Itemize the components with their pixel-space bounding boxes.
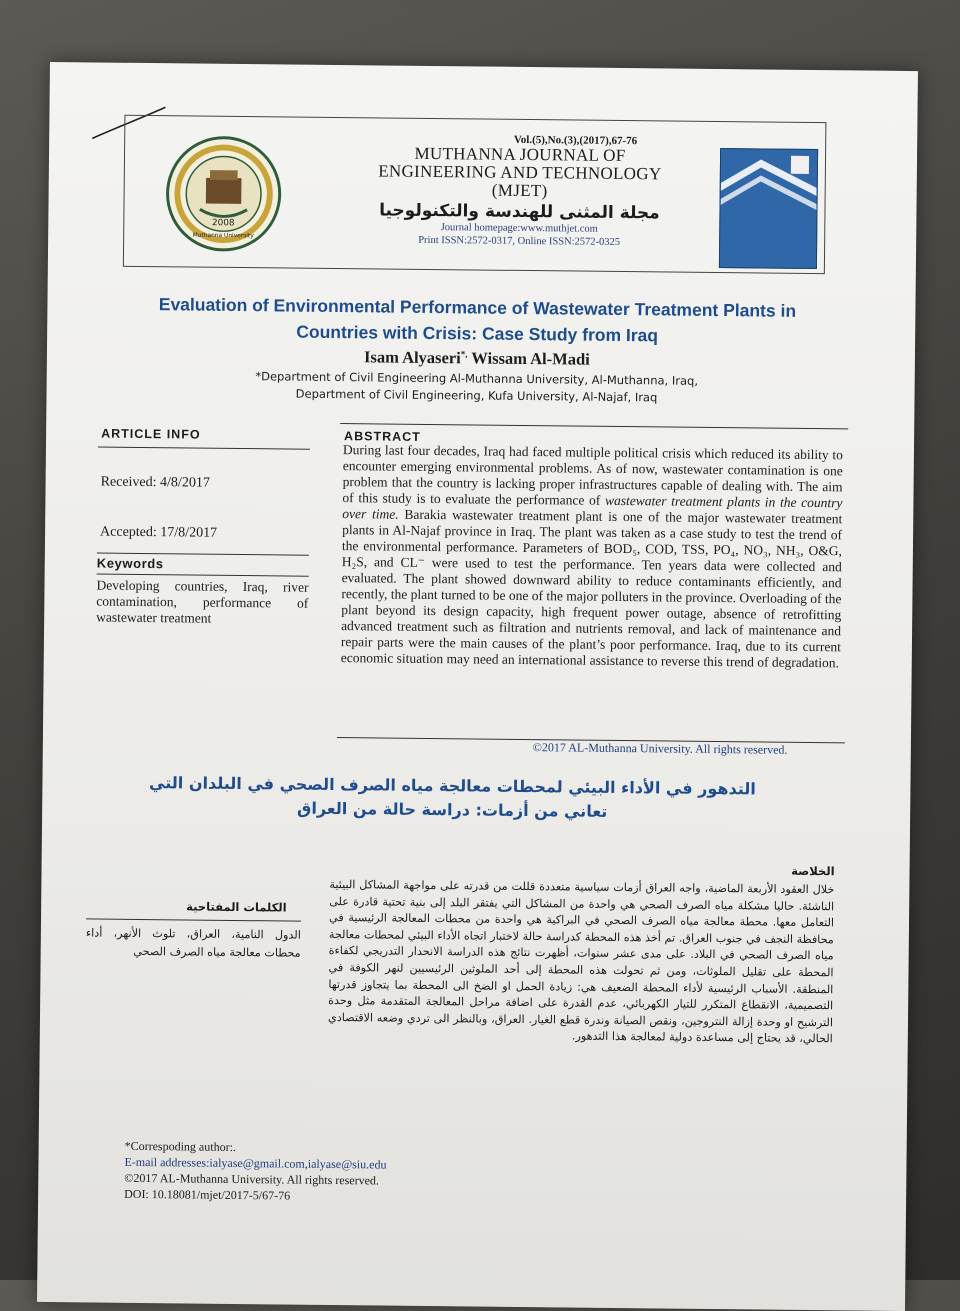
affiliation-1: *Department of Civil Engineering Al-Muthanna University, Al-Muthanna, Iraq, [255, 369, 699, 388]
arabic-abstract-text: خلال العقود الأربعة الماضية، واجه العراق أزمات سياسية متعددة قللت من قدرته على مواجهة المشاكل البيئية الناشئة. حاليا مشكلة مياه الصرف الصحي هي واحدة من المشاكل التي يفتقر البلد إلى بنية تحتية قادرة على التعامل معها. محطة معالجة مياه الصرف الصحي في البراكية هي واحدة من محطات المعالجة الرئيسية في محافظة النجف في جنوب العراق. تم أخذ هذه المحطة كدراسة حالة لاختبار اتجاه الأداء البيئي لمحطات معالجة مياه الصرف الصحي في البلاد. على مدى عشر سنوات، أظهرت نتائج هذه الدراسة الانحدار التدريجي لكفاءة المحطة على تقليل الملوثات، ومن ثم تحولت هذه المحطة إلى أحد الملوثين الرئيسيين لنهر الكوفة في المنطقة. الأسباب الرئيسية لأداء المحطة الضعيف هي: زيادة الحمل او الضخ الى المحطة بما يتجاوز قدرتها التصميمية، الانقطاع المتكرر للتيار الكهربائي، عدم القدرة على اضافة مراحل المعالجة المتقدمة مثل وحدة الترشيح او وحدة إزالة النتروجين، ونقص الصيانة وندرة قطع الغيار. العراق، وبالنظر الى تردي وضعه الاقتصادي الحالي، قد يحتاج إلى مساعدة دولية لمعالجة هذا التدهور. [327, 877, 835, 1046]
journal-volume: Vol.(5),No.(3),(2017),67-76 [513, 133, 638, 148]
abstract-italic: wastewater treatment plants in the country over time. [342, 492, 843, 522]
article-info-heading: ARTICLE INFO [101, 426, 201, 442]
logo-year: 2008 [212, 218, 235, 229]
journal-cover-thumbnail [719, 148, 818, 269]
journal-header [123, 115, 827, 274]
arabic-title: التدهور في الأداء البيئي لمحطات معالجة مياه الصرف الصحي في البلدان التي تعاني من أزمات: دراسة حالة من العراق [149, 773, 756, 821]
abstract-heading: ABSTRACT [344, 429, 421, 444]
arabic-keywords-heading: الكلمات المفتاحية [186, 899, 287, 915]
author-1: Isam Alyaseri [363, 347, 461, 368]
footer-notes [124, 1138, 387, 1205]
affiliation-2: Department of Civil Engineering, Kufa University, Al-Najaf, Iraq [295, 386, 658, 405]
author-1-mark: *, [460, 348, 468, 359]
journal-header-text [374, 132, 665, 249]
university-seal-logo [164, 134, 283, 253]
received-date: Received: 4/8/2017 [100, 474, 210, 491]
article-title-line1: Evaluation of Environmental Performance of Wastewater Treatment Plants in [158, 294, 797, 321]
journal-abbreviation: (MJET) [491, 180, 548, 201]
accepted-date: Accepted: 17/8/2017 [100, 524, 218, 541]
abstract-part1: During last four decades, Iraq had faced multiple political crisis which reduced its ability to encounter emerging environmental problems. As of now, wastewater contamination is one problem that the country is lacking proper infrastructures capable of dealing with. The aim of this study is to evaluate the performance of [342, 442, 844, 508]
logo-university-name: Muthanna University [192, 232, 254, 240]
arabic-abstract-heading: الخلاصة [791, 863, 835, 879]
divider-keywords-bottom [97, 574, 309, 577]
corresponding-author: *Correspoding author:. [124, 1138, 237, 1155]
journal-issn: Print ISSN:2572-0317, Online ISSN:2572-0325 [418, 234, 621, 248]
doi-text[interactable]: DOI: 10.18081/mjet/2017-5/67-76 [124, 1186, 291, 1203]
divider-arabic-keywords [86, 918, 301, 921]
keywords-text: Developing countries, Iraq, river contamination, performance of wastewater treatment [96, 577, 309, 626]
abstract-part2: Barakia wastewater treatment plant is one of the major wastewater treatment plants in Al-Najaf province in Iraq. The plant was taken as a case study to test the trend of the environmental performance. Parameters of BOD₅, COD, TSS, PO₄, NO₃, NH₃, O&G, H₂S, and CL⁻ were used to test the performance. Ten years data were collected and evaluated. The plant showed downward ability to reduce contaminants efficiently, and recently, the plant turned to be one of the major polluters in the province. Overloading of the plant beyond its design capacity, high frequent power outage, absence of retrofitting advanced treatment such as filtration and nutrients removal, and lack of maintenance and repair parts were the main causes of the plant’s poor performance. Iraq, due to its current economic situation may need an international assistance to reverse this trend of degradation. [340, 506, 843, 671]
paper-sheet [37, 62, 918, 1311]
arabic-keywords-text: الدول النامية، العراق، تلوث الأنهر، أداء محطات معالجة مياه الصرف الصحي [85, 926, 301, 960]
footer-copyright: ©2017 AL-Muthanna University. All rights reserved. [124, 1170, 380, 1188]
keywords-heading: Keywords [96, 555, 164, 572]
journal-name-line2: ENGINEERING AND TECHNOLOGY [378, 161, 662, 184]
cover-stripes-graphic [720, 149, 817, 268]
journal-name-line1: MUTHANNA JOURNAL OF [414, 143, 626, 166]
article-title [107, 291, 848, 351]
divider-article-info [98, 447, 310, 450]
affiliations [106, 367, 846, 409]
abstract-text [341, 442, 843, 671]
abstract-copyright: ©2017 AL-Muthanna University. All rights reserved. [532, 740, 788, 757]
journal-name-arabic: مجلة المثنى للهندسة والتكنولوجيا [379, 200, 660, 224]
author-email[interactable]: E-mail addresses:ialyase@gmail.com,ialyase@siu.edu [124, 1154, 387, 1172]
journal-homepage[interactable]: Journal homepage:www.muthjet.com [440, 222, 598, 235]
divider-top-right [340, 423, 848, 429]
article-title-line2: Countries with Crisis: Case Study from Iraq [296, 321, 659, 346]
author-2: Wissam Al-Madi [471, 348, 590, 369]
